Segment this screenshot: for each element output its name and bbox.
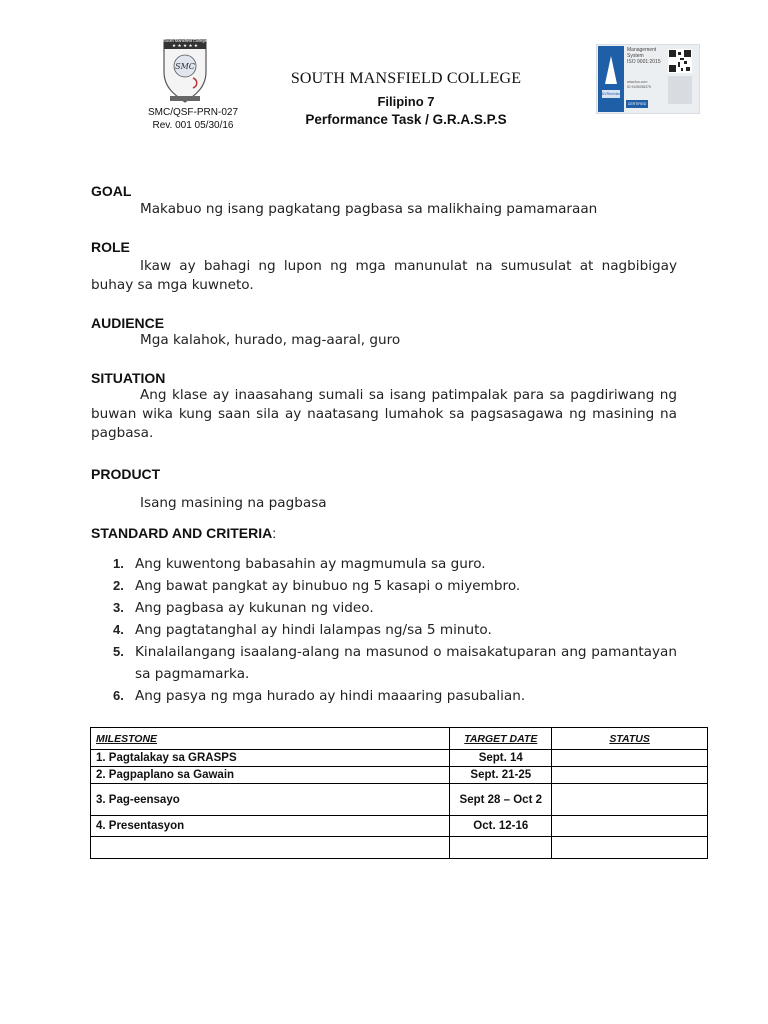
table-row	[91, 784, 708, 816]
target-date-cell: Oct. 12-16	[450, 816, 552, 837]
svg-text:★ ★ ★ ★ ★: ★ ★ ★ ★ ★	[172, 44, 198, 49]
revision-text: Rev. 001 05/30/16	[152, 120, 234, 131]
certification-badge	[596, 44, 700, 114]
milestone-cell: 3. Pag-eensayo	[91, 784, 450, 816]
role-heading: ROLE	[91, 239, 130, 255]
table-row	[91, 750, 708, 767]
role-text: Ikaw ay bahagi ng lupon ng mga manunulat na sumusulat at nagbibigay buhay sa mga kuwneto.	[91, 258, 677, 293]
standard-heading-label: STANDARD AND CRITERIA	[91, 525, 273, 541]
criteria-item: 5. Kinalailangang isaalang-alang na masunod o maisakatuparan ang pamantayan sa pagmamarka.	[113, 644, 677, 682]
cert-brand: TÜVRheinland	[599, 92, 623, 96]
task-title: Performance Task / G.R.A.S.P.S	[305, 112, 507, 127]
criteria-item: 4. Ang pagtatanghal ay hindi lalampas ng/sa 5 minuto.	[113, 622, 492, 638]
criteria-item: 6. Ang pasya ng mga hurado ay hindi maaaring pasubalian.	[113, 688, 526, 704]
table-header-row	[91, 728, 708, 750]
audience-text: Mga kalahok, hurado, mag-aaral, guro	[140, 332, 401, 348]
cert-certified-label: CERTIFIED	[627, 102, 647, 106]
doc-code-text: SMC/QSF-PRN-027	[147, 107, 238, 118]
status-cell	[552, 750, 708, 767]
target-date-cell: Sept. 21-25	[450, 767, 552, 784]
status-cell	[552, 816, 708, 837]
situation-heading: SITUATION	[91, 370, 166, 386]
target-date-cell: Sept 28 – Oct 2	[450, 784, 552, 816]
qr-code-icon	[668, 49, 692, 73]
table-row	[91, 816, 708, 837]
status-cell	[552, 784, 708, 816]
milestone-table	[90, 727, 708, 859]
milestone-cell: 2. Pagpaplano sa Gawain	[91, 767, 450, 784]
college-name: SOUTH MANSFIELD COLLEGE	[290, 70, 522, 87]
target-date-cell: Sept. 14	[450, 750, 552, 767]
criteria-item: 1. Ang kuwentong babasahin ay magmumula sa guro.	[113, 556, 486, 572]
target-date-cell	[450, 837, 552, 859]
product-text: Isang masining na pagbasa	[140, 495, 327, 511]
goal-text: Makabuo ng isang pagkatang pagbasa sa malikhaing pamamaraan	[140, 201, 598, 217]
subject-title: Filipino 7	[377, 94, 435, 109]
criteria-item: 3. Ang pagbasa ay kukunan ng video.	[113, 600, 374, 616]
situation-text: Ang klase ay inaasahang sumali sa isang patimpalak para sa pagdiriwang ng buwan wika kung saan sila ay naatasang lumahok sa pagsasagawa ng masining na pagbasa.	[91, 387, 677, 441]
svg-text:SMC: SMC	[175, 62, 195, 71]
status-cell	[552, 767, 708, 784]
standard-heading	[91, 525, 276, 541]
target-date-column-header: TARGET DATE	[450, 728, 552, 750]
table-row	[91, 837, 708, 859]
table-row	[91, 767, 708, 784]
cert-url: www.tuv.com ID 9105058375	[627, 80, 651, 89]
criteria-list	[91, 553, 677, 707]
goal-heading: GOAL	[91, 183, 132, 199]
milestone-cell	[91, 837, 450, 859]
status-column-header: STATUS	[552, 728, 708, 750]
cert-text: Management System ISO 9001:2015	[627, 47, 661, 65]
standard-heading-colon: :	[272, 525, 277, 541]
logo-caption: South Mansfield College	[163, 38, 207, 43]
criteria-item: 2. Ang bawat pangkat ay binubuo ng 5 kasapi o miyembro.	[113, 578, 521, 594]
milestone-cell: 4. Presentasyon	[91, 816, 450, 837]
product-heading: PRODUCT	[91, 466, 161, 482]
milestone-column-header: MILESTONE	[91, 728, 450, 750]
status-cell	[552, 837, 708, 859]
milestone-cell: 1. Pagtalakay sa GRASPS	[91, 750, 450, 767]
audience-heading: AUDIENCE	[91, 315, 165, 331]
